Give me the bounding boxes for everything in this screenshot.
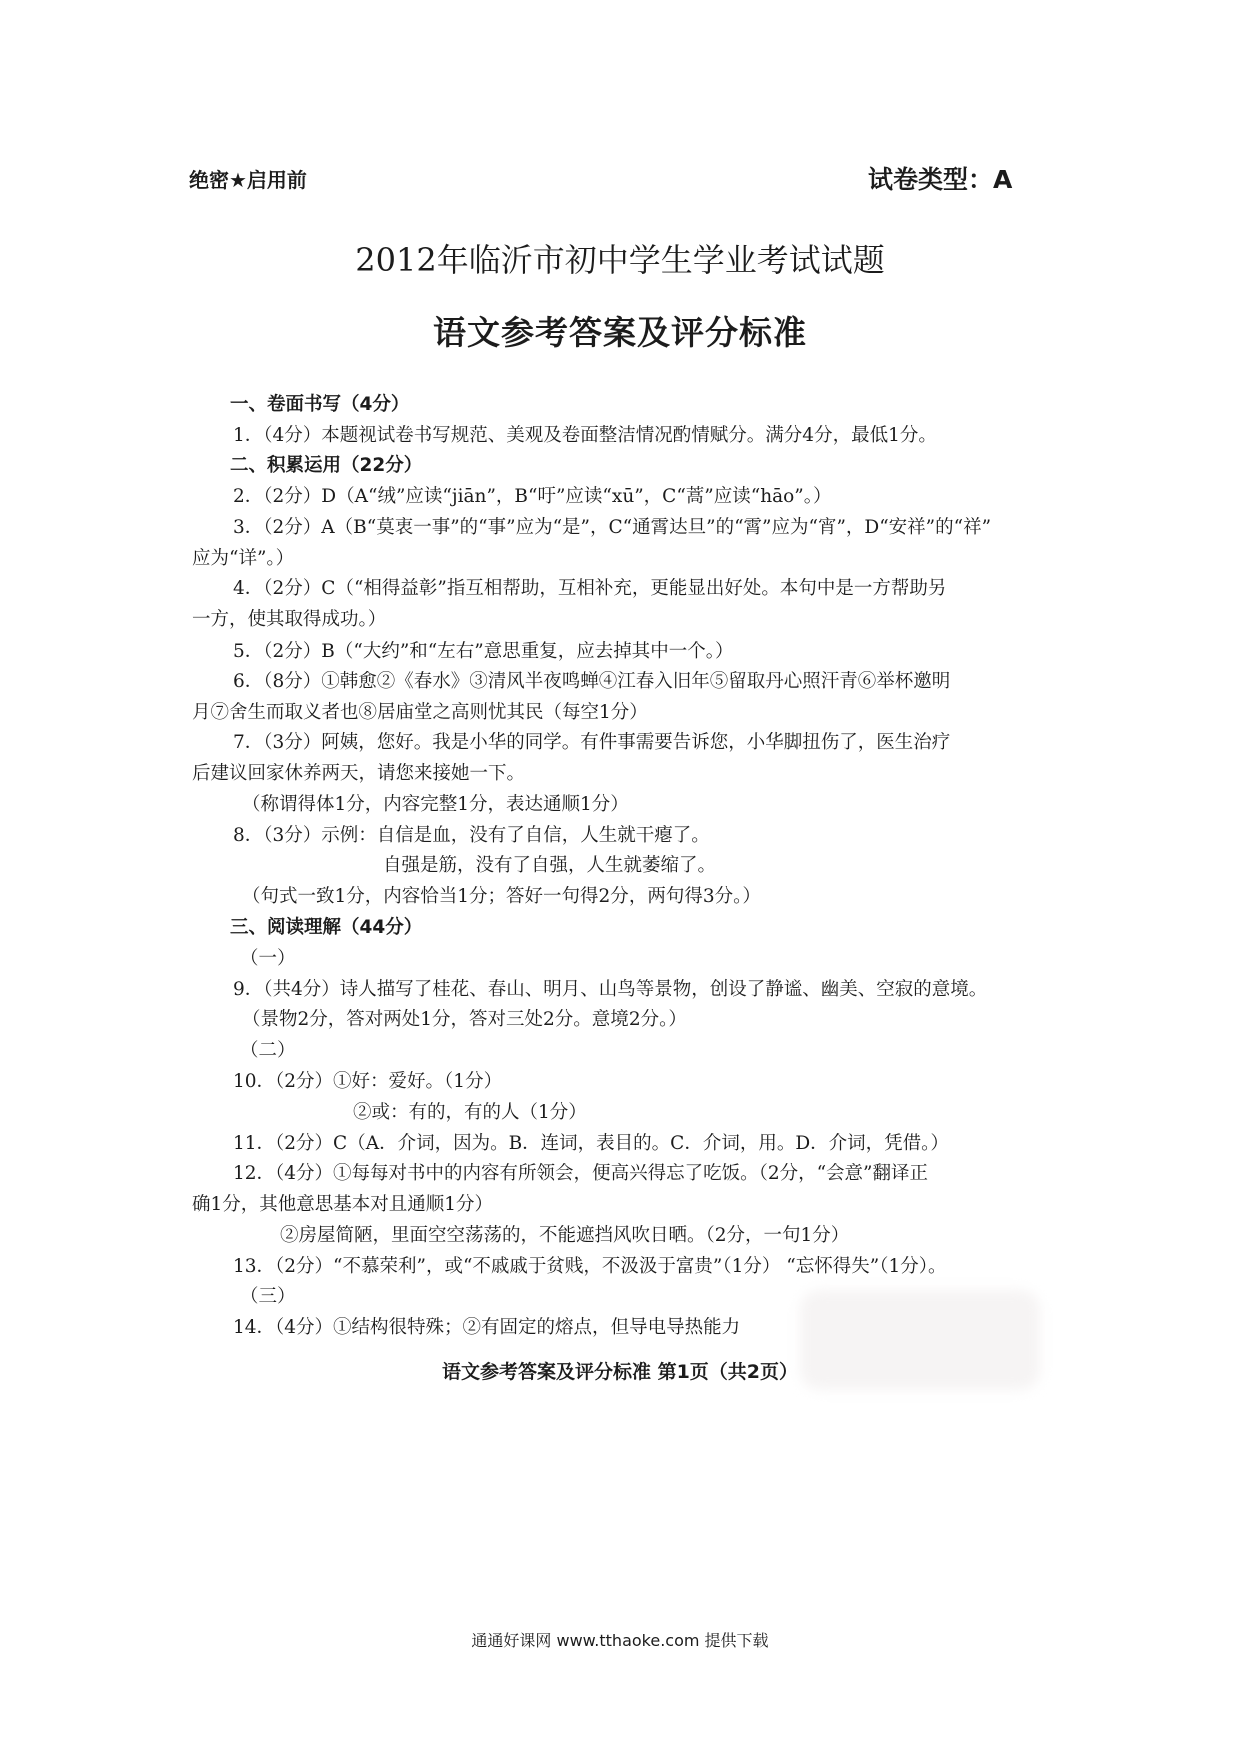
answer-line: 7．（3分）阿姨，您好。我是小华的同学。有件事需要告诉您，小华脚扭伤了，医生治疗	[233, 732, 951, 753]
answer-line: 应为“详”。）	[192, 548, 295, 569]
page-footer: 语文参考答案及评分标准 第1页（共2页）	[441, 1361, 799, 1383]
answer-line: ②房屋简陋，里面空空荡荡的，不能遮挡风吹日晒。（2分，一句1分）	[280, 1225, 850, 1246]
subsection-heading: （二）	[240, 1040, 296, 1061]
confidential-label: 绝密★启用前	[189, 168, 307, 192]
answer-line: ②或：有的，有的人（1分）	[353, 1102, 587, 1123]
answer-line: 4．（2分）C（“相得益彰”指互相帮助，互相补充，更能显出好处。本句中是一方帮助另	[233, 578, 947, 599]
answer-line: 9．（共4分）诗人描写了桂花、春山、明月、山鸟等景物，创设了静谧、幽美、空寂的意境。	[233, 979, 988, 1000]
answer-line: 11．（2分）C（A．介词，因为。B．连词，表目的。C．介词，用。D．介词，凭借。）	[233, 1133, 949, 1154]
answer-line: 5．（2分）B（“大约”和“左右”意思重复，应去掉其中一个。）	[233, 641, 734, 662]
answer-line: 自强是筋，没有了自强，人生就萎缩了。	[383, 855, 717, 876]
section-heading: 一、卷面书写（4分）	[230, 394, 410, 415]
subsection-heading: （一）	[240, 948, 296, 969]
answer-line: 14．（4分）①结构很特殊；②有固定的熔点，但导电导热能力	[233, 1317, 741, 1338]
answer-line: 月⑦舍生而取义者也⑧居庙堂之高则忧其民（每空1分）	[192, 702, 648, 723]
section-heading: 二、积累运用（22分）	[230, 455, 423, 476]
answer-line: 3．（2分）A（B“莫衷一事”的“事”应为“是”，C“通霄达旦”的“霄”应为“宵”，D“安祥”的“祥”	[233, 517, 992, 538]
exam-title: 2012年临沂市初中学生学业考试试题	[355, 241, 885, 279]
section-heading: 三、阅读理解（44分）	[230, 917, 423, 938]
answer-line: （句式一致1分，内容恰当1分；答好一句得2分，两句得3分。）	[242, 886, 761, 907]
answer-line: 8．（3分）示例：自信是血，没有了自信，人生就干瘪了。	[233, 825, 710, 846]
answer-line: 2．（2分）D（A“绒”应读“jiān”，B“吁”应读“xū”，C“蒿”应读“hāo”。）	[233, 486, 832, 507]
answer-line: （称谓得体1分，内容完整1分，表达通顺1分）	[242, 794, 629, 815]
answer-line: 10．（2分）①好：爱好。（1分）	[233, 1071, 503, 1092]
answer-line: 后建议回家休养两天，请您来接她一下。	[192, 763, 526, 784]
answer-line: 一方，使其取得成功。）	[192, 609, 387, 630]
subsection-heading: （三）	[240, 1286, 296, 1307]
paper-type-label: 试卷类型：A	[868, 165, 1013, 194]
answer-line: 1．（4分）本题视试卷书写规范、美观及卷面整洁情况酌情赋分。满分4分，最低1分。	[233, 425, 937, 446]
answer-line: 确1分，其他意思基本对且通顺1分）	[192, 1194, 494, 1215]
answer-line: 12．（4分）①每每对书中的内容有所领会，便高兴得忘了吃饭。（2分，“会意”翻译正	[233, 1163, 928, 1184]
download-source-note: 通通好课网 www.tthaoke.com 提供下载	[471, 1631, 769, 1650]
answer-line: （景物2分，答对两处1分，答对三处2分。意境2分。）	[242, 1009, 687, 1030]
answer-key-title: 语文参考答案及评分标准	[433, 313, 807, 352]
answer-line: 13．（2分）“不慕荣利”，或“不戚戚于贫贱，不汲汲于富贵”（1分） “忘怀得失”（1分）。	[233, 1256, 947, 1277]
answer-line: 6．（8分）①韩愈②《春水》③清风半夜鸣蝉④江春入旧年⑤留取丹心照汗青⑥举杯邀明	[233, 671, 951, 692]
